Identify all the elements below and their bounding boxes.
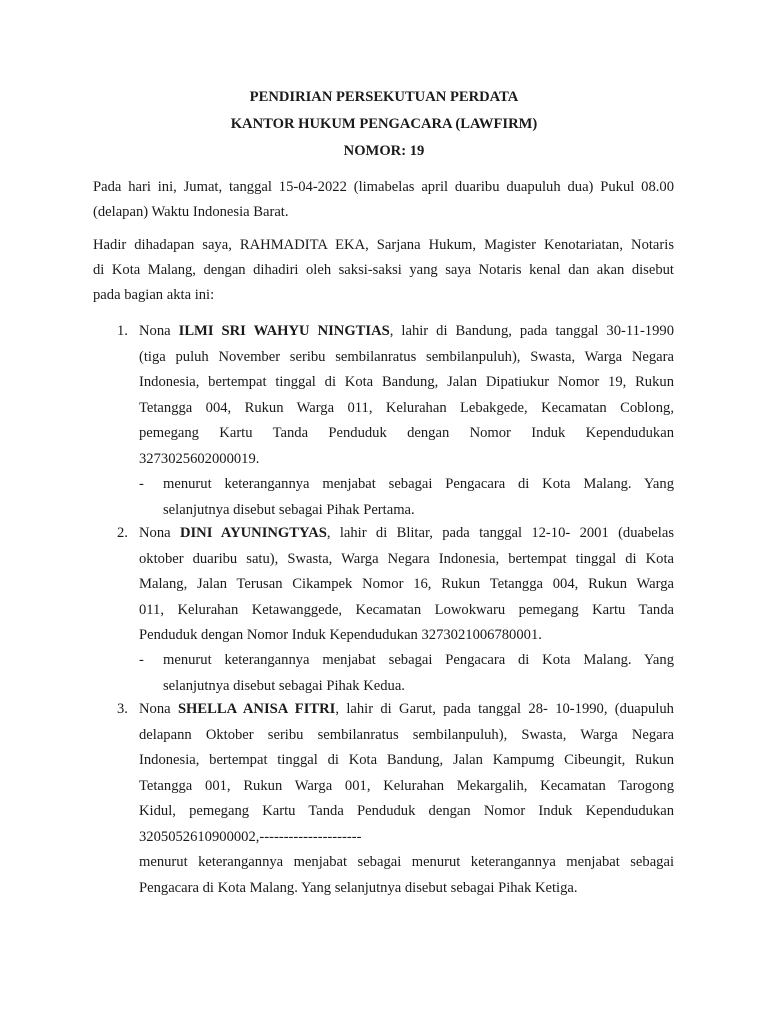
- party-name: SHELLA ANISA FITRI: [177, 701, 336, 717]
- text-line: Indonesia, bertempat tinggal di Kota Bandung, Jalan Dipatiukur Nomor 19, Rukun: [139, 374, 674, 390]
- text-line: menurut keterangannya menjabat sebagai Pengacara di Kota Malang. Yang: [163, 476, 674, 492]
- text-line: pada bagian akta ini:: [93, 287, 215, 303]
- text-line: Nona ILMI SRI WAHYU NINGTIAS, lahir di Bandung, pada tanggal 30-11-1990: [139, 323, 674, 339]
- text-line: menurut keterangannya menjabat sebagai menurut keterangannya menjabat sebagai: [139, 854, 674, 870]
- text-line: Pada hari ini, Jumat, tanggal 15-04-2022 (limabelas april duaribu duapuluh dua) Pukul 08.00: [93, 179, 674, 195]
- list-item-body: [139, 521, 674, 649]
- text-line: Hadir dihadapan saya, RAHMADITA EKA, Sarjana Hukum, Magister Kenotariatan, Notaris: [93, 237, 674, 253]
- text-line: 011, Kelurahan Ketawanggede, Kecamatan Lowokwaru pemegang Kartu Tanda: [139, 601, 674, 618]
- bullet-dash: -: [139, 476, 144, 492]
- text-line: Tetangga 004, Rukun Warga 011, Kelurahan Lebakgede, Kecamatan Coblong,: [139, 399, 674, 416]
- text-line: Tetangga 001, Rukun Warga 001, Kelurahan Mekargalih, Kecamatan Tarogong: [139, 777, 674, 794]
- text-line: 3273025602000019.: [139, 450, 260, 467]
- text-line: pemegang Kartu Tanda Penduduk dengan Nomor Induk Kependudukan: [139, 425, 674, 441]
- text-line: Kidul, pemegang Kartu Tanda Penduduk dengan Nomor Induk Kependudukan: [139, 803, 674, 819]
- title-line-1: PENDIRIAN PERSEKUTUAN PERDATA: [249, 89, 519, 105]
- text-line: (delapan) Waktu Indonesia Barat.: [93, 204, 289, 220]
- list-item-body: [139, 697, 674, 901]
- party-name: DINI AYUNINGTYAS: [179, 525, 327, 541]
- text-line: menurut keterangannya menjabat sebagai Pengacara di Kota Malang. Yang: [163, 652, 674, 668]
- text-line: delapann Oktober seribu sembilanratus sembilanpuluh), Swasta, Warga Negara: [139, 726, 674, 743]
- intro-paragraph-2: [93, 233, 674, 308]
- text-line: 3205052610900002,---------------------: [139, 828, 362, 845]
- text-line: Nona SHELLA ANISA FITRI, lahir di Garut, pada tanggal 28- 10-1990, (duapuluh: [139, 701, 674, 717]
- text-line: selanjutnya disebut sebagai Pihak Pertama.: [163, 501, 415, 518]
- text-line: (tiga puluh November seribu sembilanratus sembilanpuluh), Swasta, Warga Negara: [139, 348, 674, 365]
- bullet-dash: -: [139, 652, 144, 668]
- party-name: ILMI SRI WAHYU NINGTIAS: [178, 323, 390, 339]
- text-line: selanjutnya disebut sebagai Pihak Kedua.: [163, 677, 405, 694]
- text-line: Pengacara di Kota Malang. Yang selanjutnya disebut sebagai Pihak Ketiga.: [139, 879, 578, 896]
- title-line-3: NOMOR: 19: [343, 143, 425, 159]
- text-line: Nona DINI AYUNINGTYAS, lahir di Blitar, pada tanggal 12-10- 2001 (duabelas: [139, 525, 674, 541]
- list-number: 3.: [117, 701, 128, 717]
- text-line: di Kota Malang, dengan dihadiri oleh saksi-saksi yang saya Notaris kenal dan akan disebut: [93, 262, 674, 278]
- text-line: Indonesia, bertempat tinggal di Kota Bandung, Jalan Kampumg Cibeungit, Rukun: [139, 752, 674, 768]
- document-title-block: [0, 87, 768, 168]
- text-line: oktober duaribu satu), Swasta, Warga Negara Indonesia, bertempat tinggal di Kota: [139, 550, 674, 567]
- list-number: 2.: [117, 525, 128, 541]
- list-item-body: [139, 319, 674, 472]
- text-line: Malang, Jalan Terusan Cikampek Nomor 16, Rukun Tetangga 004, Rukun Warga: [139, 576, 674, 592]
- intro-paragraph-1: [93, 175, 674, 225]
- title-line-2: KANTOR HUKUM PENGACARA (LAWFIRM): [230, 116, 538, 132]
- list-number: 1.: [117, 323, 128, 339]
- text-line: Penduduk dengan Nomor Induk Kependudukan 3273021006780001.: [139, 627, 542, 643]
